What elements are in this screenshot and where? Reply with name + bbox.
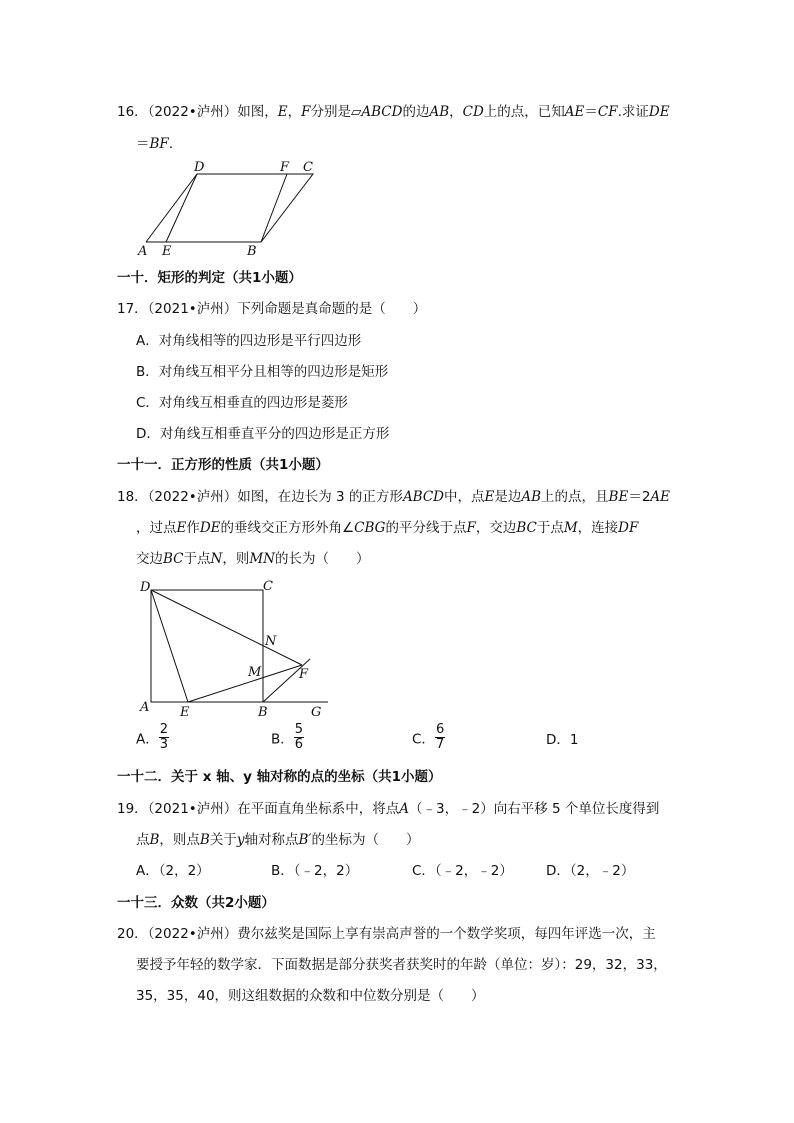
q17-stem: 17．（2021•泸州）下列命题是真命题的是（ ） (117, 301, 427, 317)
label-D: D (140, 580, 151, 595)
label-A: A (140, 700, 150, 715)
section-heading-11: 一十一．正方形的性质（共1小题） (117, 457, 329, 473)
section-heading-12: 一十二．关于 x 轴、y 轴对称的点的坐标（共1小题） (117, 769, 442, 785)
square-ABCD (151, 590, 263, 702)
q18-line3: 交边BC于点N，则MN的长为（ ） (136, 551, 370, 567)
label-N: N (265, 634, 277, 649)
q18-option-b[interactable]: B． $\frac{5}{6}$ (271, 722, 304, 752)
label-A: A (138, 244, 148, 259)
q19-line1: 19．（2021•泸州）在平面直角坐标系中，将点A（﹣3，﹣2）向右平移 5 个单位长度得到 (117, 801, 660, 817)
q18-line1: 18．（2022•泸州）如图，在边长为 3 的正方形ABCD中，点E是边AB上的点，且BE＝2AE (117, 489, 671, 505)
q18-option-c[interactable]: C． $\frac{6}{7}$ (412, 722, 445, 752)
label-G: G (311, 705, 322, 720)
q20-line3: 35，35，40，则这组数据的众数和中位数分别是（ ） (136, 988, 485, 1004)
label-F: F (299, 667, 309, 682)
q19-line2: 点B，则点B关于y轴对称点B′的坐标为（ ） (136, 832, 420, 848)
segment-DE (151, 590, 188, 702)
q17-option-a[interactable]: A．对角线相等的四边形是平行四边形 (136, 333, 362, 349)
section-heading-13: 一十三．众数（共2小题） (117, 895, 275, 911)
q18-option-d[interactable]: D．1 (546, 732, 579, 748)
label-E: E (180, 705, 190, 720)
q20-line1: 20．（2022•泸州）费尔兹奖是国际上享有崇高声誉的一个数学奖项，每四年评选一次，主 (117, 926, 656, 942)
q17-option-b[interactable]: B．对角线互相平分且相等的四边形是矩形 (136, 364, 389, 380)
parallelogram-figure (130, 158, 330, 260)
segment-BF (261, 174, 287, 242)
label-B: B (258, 705, 268, 720)
q16-line1: 16．（2022•泸州）如图，E，F分别是▱ABCD的边AB，CD上的点，已知AE＝CF.求证DE (117, 104, 670, 120)
q17-option-c[interactable]: C．对角线互相垂直的四边形是菱形 (136, 395, 348, 411)
label-F: F (280, 160, 290, 175)
segment-DE (166, 174, 197, 242)
square-figure (130, 575, 340, 723)
label-C: C (263, 579, 273, 594)
segment-DF (151, 590, 302, 665)
q19-option-b[interactable]: B．（﹣2，2） (271, 863, 359, 879)
q19-option-d[interactable]: D．（2，﹣2） (546, 863, 635, 879)
q18-option-a[interactable]: A． $\frac{2}{3}$ (136, 722, 169, 752)
label-D: D (194, 160, 205, 175)
q19-option-c[interactable]: C．（﹣2，﹣2） (412, 863, 513, 879)
label-C: C (303, 160, 313, 175)
segment-EF (188, 665, 302, 702)
q18-line2: ，过点E作DE的垂线交正方形外角∠CBG的平分线于点F，交边BC于点M，连接DF (136, 520, 639, 536)
label-M: M (248, 665, 262, 680)
label-E: E (162, 244, 172, 259)
q19-option-a[interactable]: A．（2，2） (136, 863, 210, 879)
q16-line2: ＝BF. (136, 136, 174, 152)
q20-line2: 要授予年轻的数学家．下面数据是部分获奖者获奖时的年龄（单位：岁）：29，32，33， (136, 957, 667, 973)
q17-option-d[interactable]: D．对角线互相垂直平分的四边形是正方形 (136, 426, 390, 442)
section-heading-10: 一十．矩形的判定（共1小题） (117, 270, 302, 286)
label-B: B (247, 244, 257, 259)
